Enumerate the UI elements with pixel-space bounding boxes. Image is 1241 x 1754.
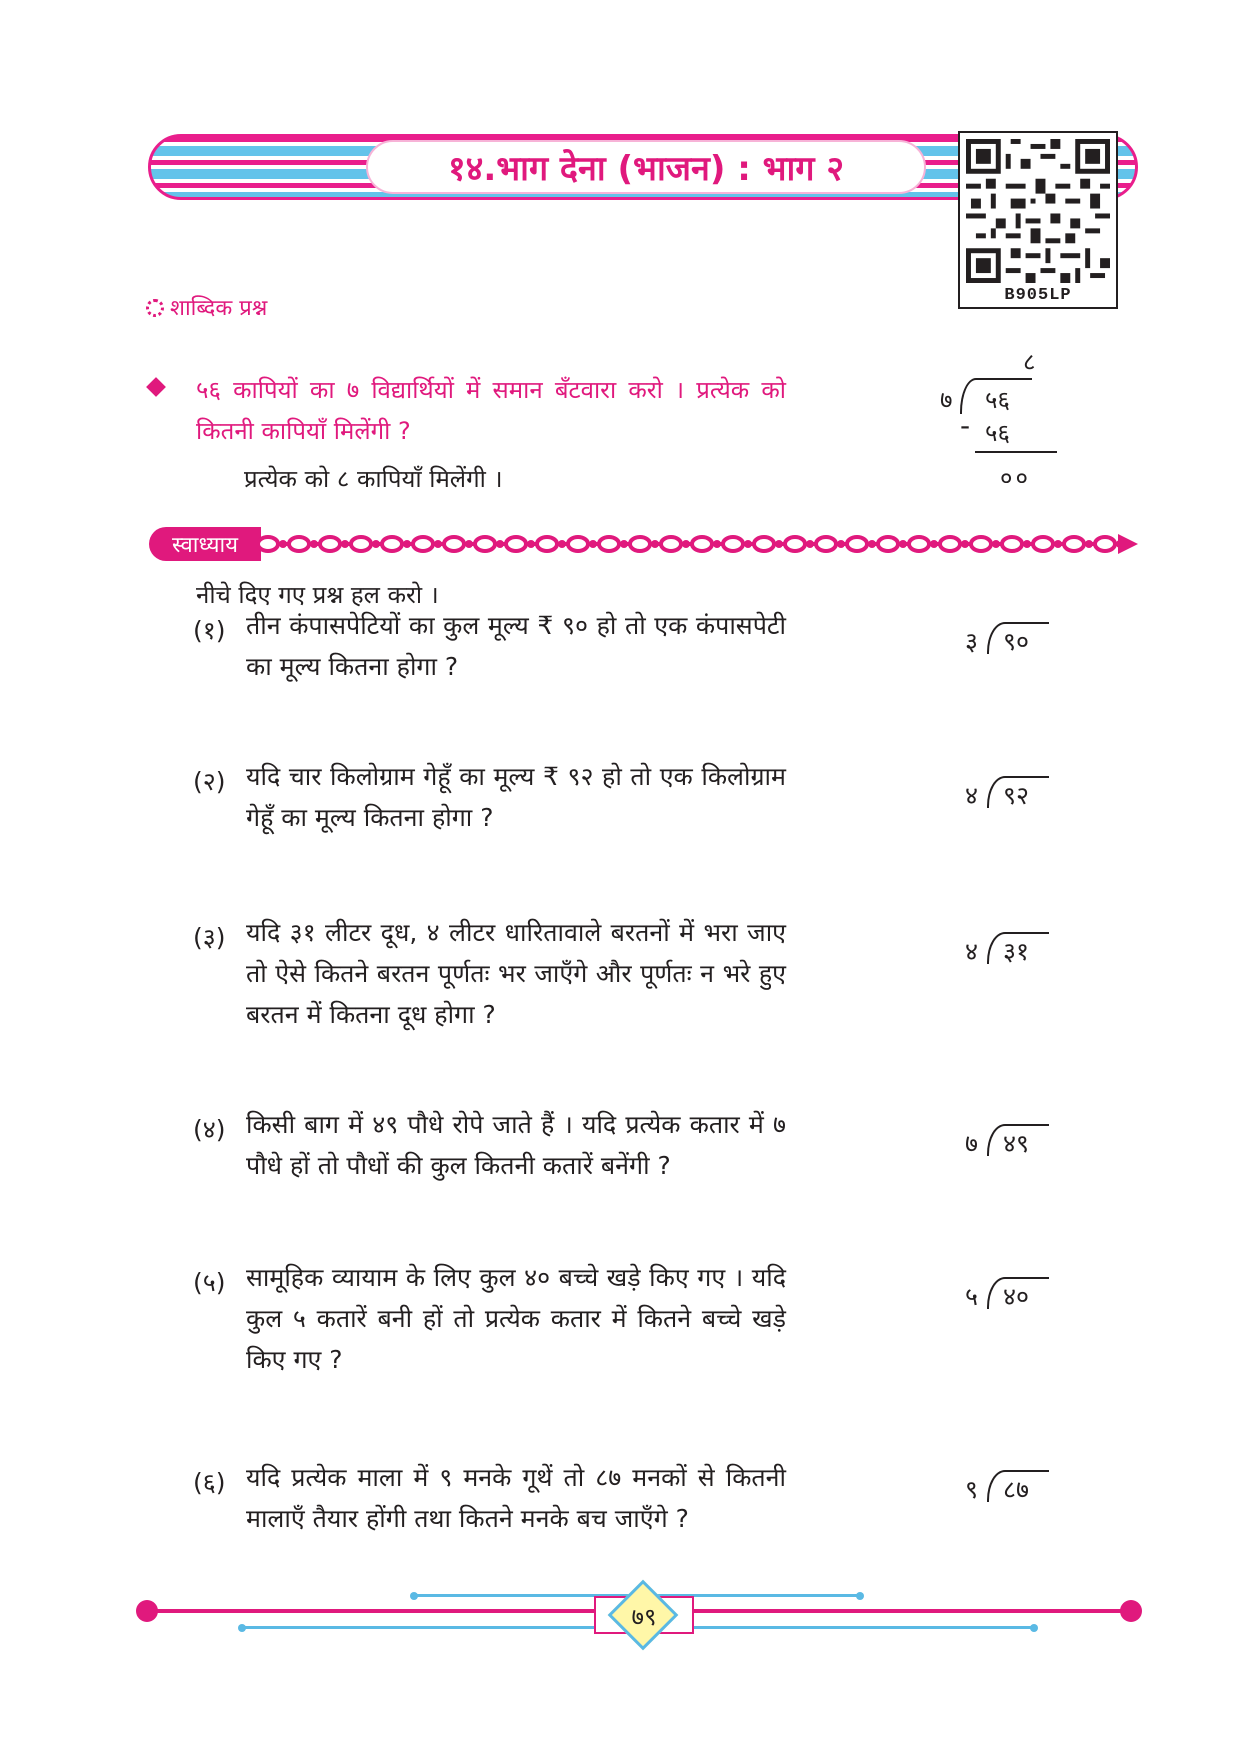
divisor: ३ bbox=[965, 627, 979, 656]
divisor: ९ bbox=[965, 1475, 979, 1504]
division-setup bbox=[965, 1126, 1065, 1160]
footer-blue-dot bbox=[1030, 1624, 1038, 1632]
divisor: ७ bbox=[965, 1129, 979, 1158]
divisor: ४ bbox=[965, 937, 979, 966]
qr-code[interactable] bbox=[958, 131, 1118, 309]
swadhyay-label: स्वाध्याय bbox=[149, 527, 261, 561]
page-number: ७९ bbox=[631, 1603, 657, 1631]
section-label bbox=[146, 292, 267, 322]
chain-divider bbox=[258, 528, 1138, 560]
divisor: ४ bbox=[965, 781, 979, 810]
question-text: किसी बाग में ४९ पौधे रोपे जाते हैं । यदि प्रत्येक कतार में ७ पौधे हों तो पौधों की कुल कितनी कतारें बनेंगी ? bbox=[246, 1110, 786, 1180]
question-number: (२) bbox=[193, 767, 226, 796]
division-setup bbox=[965, 934, 1065, 968]
dividend: ९२ bbox=[1003, 781, 1030, 810]
worked-dividend: ५६ bbox=[985, 386, 1010, 414]
divisor: ५ bbox=[965, 1282, 979, 1311]
footer-blue-dot bbox=[238, 1624, 246, 1632]
worked-subtract: ५६ bbox=[985, 419, 1010, 447]
question-text: यदि प्रत्येक माला में ९ मनके गूथें तो ८७ मनकों से कितनी मालाएँ तैयार होंगी तथा कितने मनके बच जाएँगे ? bbox=[246, 1463, 786, 1533]
division-setup bbox=[965, 1472, 1065, 1506]
question-number: (४) bbox=[193, 1115, 226, 1144]
dividend: ९० bbox=[1003, 627, 1030, 656]
section-label-text: शाब्दिक प्रश्न bbox=[170, 296, 268, 321]
exercise-intro: नीचे दिए गए प्रश्न हल करो । bbox=[196, 581, 439, 609]
example-question: ५६ कापियों का ७ विद्यार्थियों में समान बँटवारा करो । प्रत्येक को कितनी कापियाँ मिलेंगी ? bbox=[196, 376, 786, 445]
worked-divisor: ७ bbox=[940, 386, 953, 414]
example-answer: प्रत्येक को ८ कापियाँ मिलेंगी । bbox=[244, 465, 503, 493]
qr-pattern bbox=[966, 139, 1110, 283]
dividend: ८७ bbox=[1003, 1475, 1030, 1504]
question-number: (३) bbox=[193, 923, 226, 952]
footer-blue-dot bbox=[410, 1592, 418, 1600]
division-setup bbox=[965, 1279, 1065, 1313]
question-number: (५) bbox=[193, 1268, 226, 1297]
question-number: (१) bbox=[193, 616, 226, 645]
flower-icon bbox=[146, 299, 164, 317]
footer-blue-dot bbox=[856, 1592, 864, 1600]
footer-dot-right bbox=[1120, 1600, 1142, 1622]
worked-minus: - bbox=[960, 409, 971, 442]
chapter-title: १४.भाग देना (भाजन) : भाग २ bbox=[366, 140, 926, 194]
worked-divider-line bbox=[975, 451, 1057, 453]
dividend: ४९ bbox=[1003, 1129, 1030, 1158]
diamond-bullet-icon bbox=[146, 377, 166, 397]
question-number: (६) bbox=[193, 1468, 226, 1497]
page-number-badge bbox=[594, 1580, 694, 1650]
question-text: यदि ३१ लीटर दूध, ४ लीटर धारितावाले बरतनों में भरा जाए तो ऐसे कितने बरतन पूर्णतः भर जाएँगे और पूर्णतः न भरे हुए बरतन में कितना दूध होगा ? bbox=[246, 918, 786, 1029]
question-text: सामूहिक व्यायाम के लिए कुल ४० बच्चे खड़े किए गए । यदि कुल ५ कतारें बनी हों तो प्रत्येक कतार में कितने बच्चे खड़े किए गए ? bbox=[246, 1263, 786, 1374]
question-text: यदि चार किलोग्राम गेहूँ का मूल्य ₹ ९२ हो तो एक किलोग्राम गेहूँ का मूल्य कितना होगा ? bbox=[246, 762, 786, 832]
dividend: ४० bbox=[1003, 1282, 1030, 1311]
question-text: तीन कंपासपेटियों का कुल मूल्य ₹ ९० हो तो एक कंपासपेटी का मूल्य कितना होगा ? bbox=[246, 611, 786, 681]
dividend: ३१ bbox=[1003, 937, 1030, 966]
division-setup bbox=[965, 778, 1065, 812]
division-setup bbox=[965, 624, 1065, 658]
worked-remainder: ०० bbox=[1000, 464, 1031, 492]
worked-quotient: ८ bbox=[1023, 348, 1036, 376]
qr-code-label: B905LP bbox=[1004, 286, 1072, 305]
